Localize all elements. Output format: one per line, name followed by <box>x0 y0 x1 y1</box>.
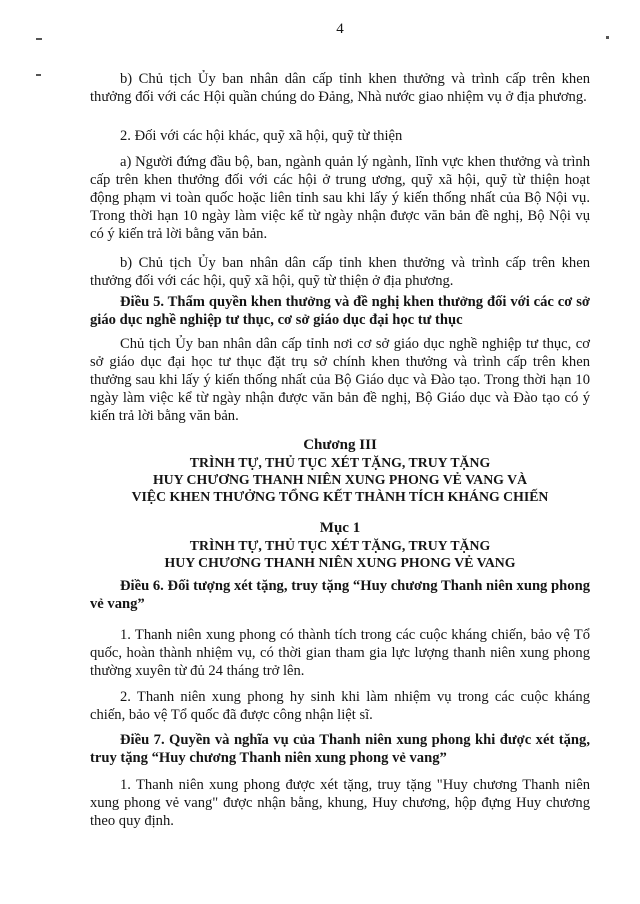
scan-mark <box>606 36 609 39</box>
paragraph-2: 2. Đối với các hội khác, quỹ xã hội, quỹ từ thiện <box>120 128 403 144</box>
paragraph-2a: a) Người đứng đầu bộ, ban, ngành quản lý ngành, lĩnh vực khen thưởng và trình cấp trên khen thưởng đối với các hội ở trung ương, quỹ xã hội, quỹ từ thiện hoạt động phạm vi toàn quốc hoặc liên tỉnh sau khi lấy ý kiến thống nhất của Bộ Nội vụ. Trong thời hạn 10 ngày làm việc kể từ ngày nhận được văn bản đề nghị, Bộ Nội vụ có ý kiến trả lời bằng văn bản. <box>90 154 590 242</box>
article-5-body: Chủ tịch Ủy ban nhân dân cấp tỉnh nơi cơ sở giáo dục nghề nghiệp tư thục, cơ sở giáo dục đại học tư thục đặt trụ sở chính khen thưởng và trình cấp trên khen thưởng sau khi lấy ý kiến thống nhất của Bộ Giáo dục và Đào tạo. Trong thời hạn 10 ngày làm việc kể từ ngày nhận được văn bản đề nghị, Bộ Giáo dục và Đào tạo có ý kiến trả lời bằng văn bản. <box>90 336 590 424</box>
chapter-label: Chương III <box>303 437 377 453</box>
section-title-line: HUY CHƯƠNG THANH NIÊN XUNG PHONG VẺ VANG <box>164 555 516 570</box>
page-number: 4 <box>336 21 344 37</box>
article-6-title: Điều 6. Đối tượng xét tặng, truy tặng “Huy chương Thanh niên xung phong vẻ vang” <box>90 578 590 612</box>
article-6-item-1: 1. Thanh niên xung phong có thành tích trong các cuộc kháng chiến, bảo vệ Tổ quốc, hoàn thành nhiệm vụ, có thời gian tham gia lực lượng thanh niên xung phong thường xuyên từ đủ 24 tháng trở lên. <box>90 627 590 679</box>
article-7-title: Điều 7. Quyền và nghĩa vụ của Thanh niên xung phong khi được xét tặng, truy tặng “Huy chương Thanh niên xung phong vẻ vang” <box>90 732 590 766</box>
section-heading <box>90 520 590 571</box>
section-title-line: TRÌNH TỰ, THỦ TỤC XÉT TẶNG, TRUY TẶNG <box>189 538 491 553</box>
chapter-title-line: VIỆC KHEN THƯỞNG TỔNG KẾT THÀNH TÍCH KHÁNG CHIẾN <box>131 489 549 504</box>
article-6-item-2: 2. Thanh niên xung phong hy sinh khi làm nhiệm vụ trong các cuộc kháng chiến, bảo vệ Tổ quốc đã được công nhận liệt sĩ. <box>90 689 590 723</box>
paragraph-1b: b) Chủ tịch Ủy ban nhân dân cấp tỉnh khen thưởng và trình cấp trên khen thưởng đối với các Hội quần chúng do Đảng, Nhà nước giao nhiệm vụ ở địa phương. <box>90 71 590 105</box>
paragraph-2b: b) Chủ tịch Ủy ban nhân dân cấp tỉnh khen thưởng và trình cấp trên khen thưởng đối với các hội, quỹ xã hội, quỹ từ thiện ở địa phương. <box>90 255 590 289</box>
section-label: Mục 1 <box>319 520 361 536</box>
scan-mark <box>36 38 42 40</box>
scan-mark <box>36 74 41 76</box>
chapter-title-line: TRÌNH TỰ, THỦ TỤC XÉT TẶNG, TRUY TẶNG <box>189 455 491 470</box>
chapter-heading <box>90 437 590 505</box>
article-5-title: Điều 5. Thẩm quyền khen thưởng và đề nghị khen thưởng đối với các cơ sở giáo dục nghề nghiệp tư thục, cơ sở giáo dục đại học tư thục <box>90 294 590 328</box>
chapter-title-line: HUY CHƯƠNG THANH NIÊN XUNG PHONG VẺ VANG VÀ <box>152 472 528 487</box>
article-7-item-1: 1. Thanh niên xung phong được xét tặng, truy tặng "Huy chương Thanh niên xung phong vẻ vang" được nhận bằng, khung, Huy chương, hộp đựng Huy chương theo quy định. <box>90 777 590 829</box>
